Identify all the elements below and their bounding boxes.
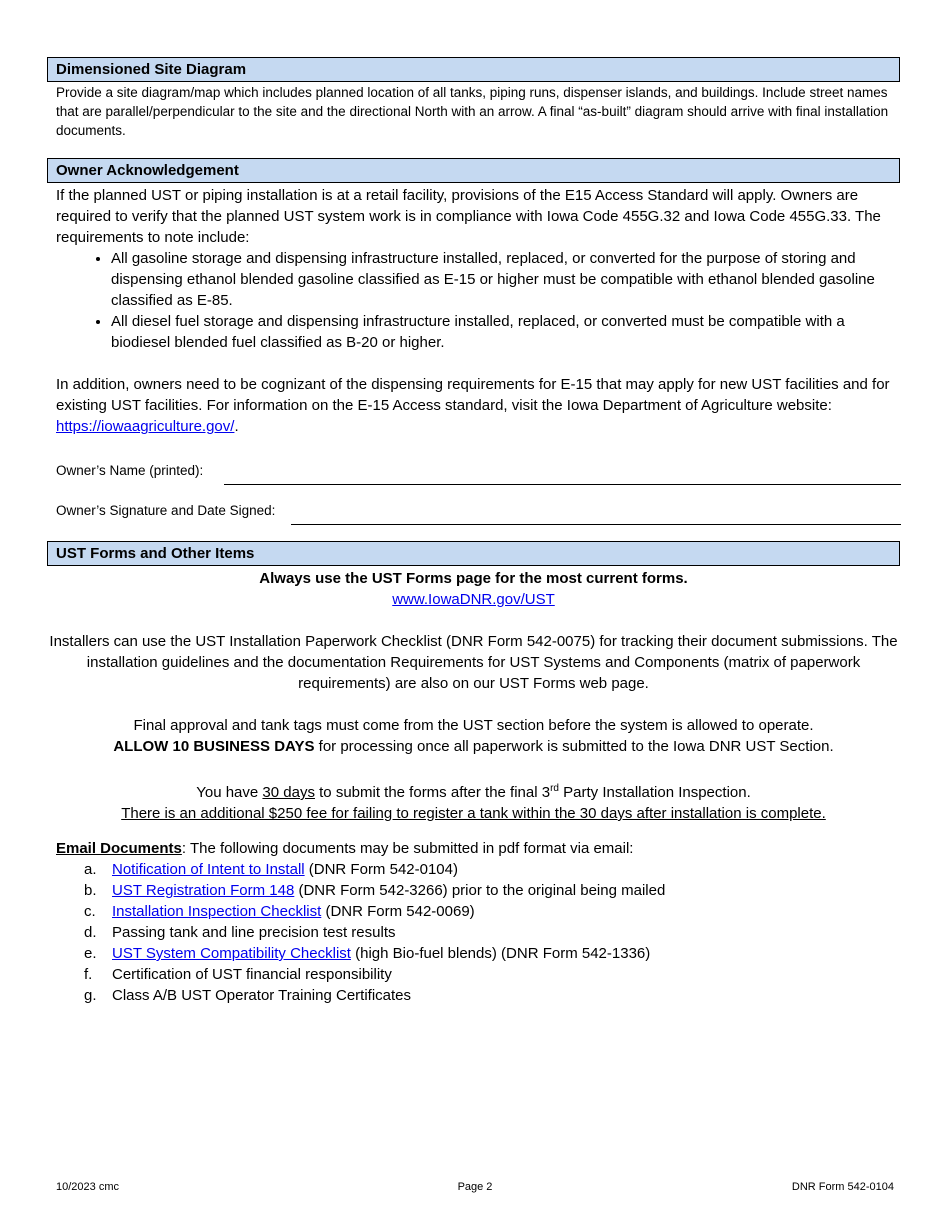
always-use-text: Always use the UST Forms page for the most current forms. [259,570,688,587]
site-diagram-heading: Dimensioned Site Diagram [47,57,900,82]
allow-days-bold: ALLOW 10 BUSINESS DAYS [113,738,315,755]
list-letter: b. [84,882,97,899]
owner-signature-field[interactable] [291,523,901,525]
email-documents-section [56,838,900,1006]
addition-end: . [234,418,239,435]
inspection-checklist-link[interactable]: Installation Inspection Checklist [112,903,322,920]
email-documents-list [56,859,900,1006]
fee-text: There is an additional $250 fee for failing to register a tank within the 30 days after installation is complete. [121,805,826,822]
list-letter: c. [84,903,96,920]
compatibility-checklist-link[interactable]: UST System Compatibility Checklist [112,945,351,962]
list-item [56,859,900,880]
registration-form-link[interactable]: UST Registration Form 148 [112,882,295,899]
list-item [56,943,900,964]
checklist-text: Installers can use the UST Installation Paperwork Checklist (DNR Form 542-0075) for tracking their document submissions. The installation guidelines and the documentation Requirements for UST Systems and Components (matrix of paperwork requirements) are also on our UST Forms web page. [49,633,898,692]
addition-paragraph [56,374,900,437]
notification-intent-link[interactable]: Notification of Intent to Install [112,861,305,878]
footer-form-number: DNR Form 542-0104 [791,1181,894,1193]
list-item [56,964,900,985]
addition-text: In addition, owners need to be cognizant of the dispensing requirements for E-15 that may apply for new UST facilities and for existing UST facilities. For information on the E-15 Access standard, visit the Iowa Department of Agriculture website: [56,376,890,414]
forms-heading: UST Forms and Other Items [47,541,900,566]
requirements-list [56,248,900,353]
footer-date: 10/2023 cmc [56,1181,119,1193]
email-documents-label: Email Documents [56,840,182,857]
allow-days-rest: for processing once all paperwork is submitted to the Iowa DNR UST Section. [314,738,834,755]
list-item-text: (DNR Form 542-0104) [304,861,458,878]
site-diagram-text: Provide a site diagram/map which includes planned location of all tanks, piping runs, dispenser islands, and buildings. Include street names that are parallel/perpendicular to the site and the directional North with an arrow. A final “as-built” diagram should arrive with final installation documents. [56,85,889,138]
list-item-text: Passing tank and line precision test results [112,924,396,941]
list-letter: g. [84,987,97,1004]
footer-page-number: Page 2 [457,1181,493,1193]
list-item-text: (high Bio-fuel blends) (DNR Form 542-1336) [350,945,651,962]
approval-text: Final approval and tank tags must come from the UST section before the system is allowed to operate. [133,717,814,734]
forms-section [47,568,900,824]
list-item [56,880,900,901]
requirement-item: • All diesel fuel storage and dispensing infrastructure installed, replaced, or converted must be compatible with a biodiesel blended fuel classified as B-20 or higher. [111,311,900,353]
owner-ack-intro: If the planned UST or piping installation is at a retail facility, provisions of the E15 Access Standard will apply. Owners are required to verify that the planned UST system work is in compliance with Iowa Code 455G.32 and Iowa Code 455G.33. The requirements to note include: [56,187,881,246]
days-text: 30 days [262,784,315,801]
owner-signature-row [56,503,901,525]
list-item-text: Certification of UST financial responsibility [112,966,392,983]
email-intro-text: : The following documents may be submitted in pdf format via email: [181,840,634,857]
list-item [56,901,900,922]
email-intro [56,838,900,859]
list-letter: d. [84,924,97,941]
iowa-dnr-ust-link[interactable]: www.IowaDNR.gov/UST [392,591,555,608]
list-item [56,922,900,943]
owner-ack-heading: Owner Acknowledgement [47,158,900,183]
owner-ack-section [56,185,900,437]
party-text: Party Installation Inspection. [558,784,751,801]
list-letter: a. [84,861,97,878]
iowa-agriculture-link[interactable]: https://iowaagriculture.gov/ [56,418,235,435]
list-item-text: Class A/B UST Operator Training Certificates [112,987,412,1004]
owner-signature-label: Owner’s Signature and Date Signed: [56,503,276,518]
rd-superscript: rd [550,783,559,794]
submit-deadline-text [47,778,900,803]
list-item-text: (DNR Form 542-0069) [321,903,475,920]
list-letter: e. [84,945,97,962]
owner-name-field[interactable] [224,483,901,485]
submit-text: to submit the forms after the final 3 [314,784,551,801]
you-have-text: You have [196,784,263,801]
list-item-text: (DNR Form 542-3266) prior to the original being mailed [294,882,666,899]
allow-days-text [47,736,900,757]
owner-name-row [56,463,901,485]
owner-name-label: Owner’s Name (printed): [56,463,204,478]
requirement-item: • All gasoline storage and dispensing infrastructure installed, replaced, or converted for the purpose of storing and dispensing ethanol blended gasoline classified as E-15 or higher must be compatible with ethanol blended gasoline classified as E-85. [111,248,900,311]
list-letter: f. [84,966,93,983]
list-item [56,985,900,1006]
